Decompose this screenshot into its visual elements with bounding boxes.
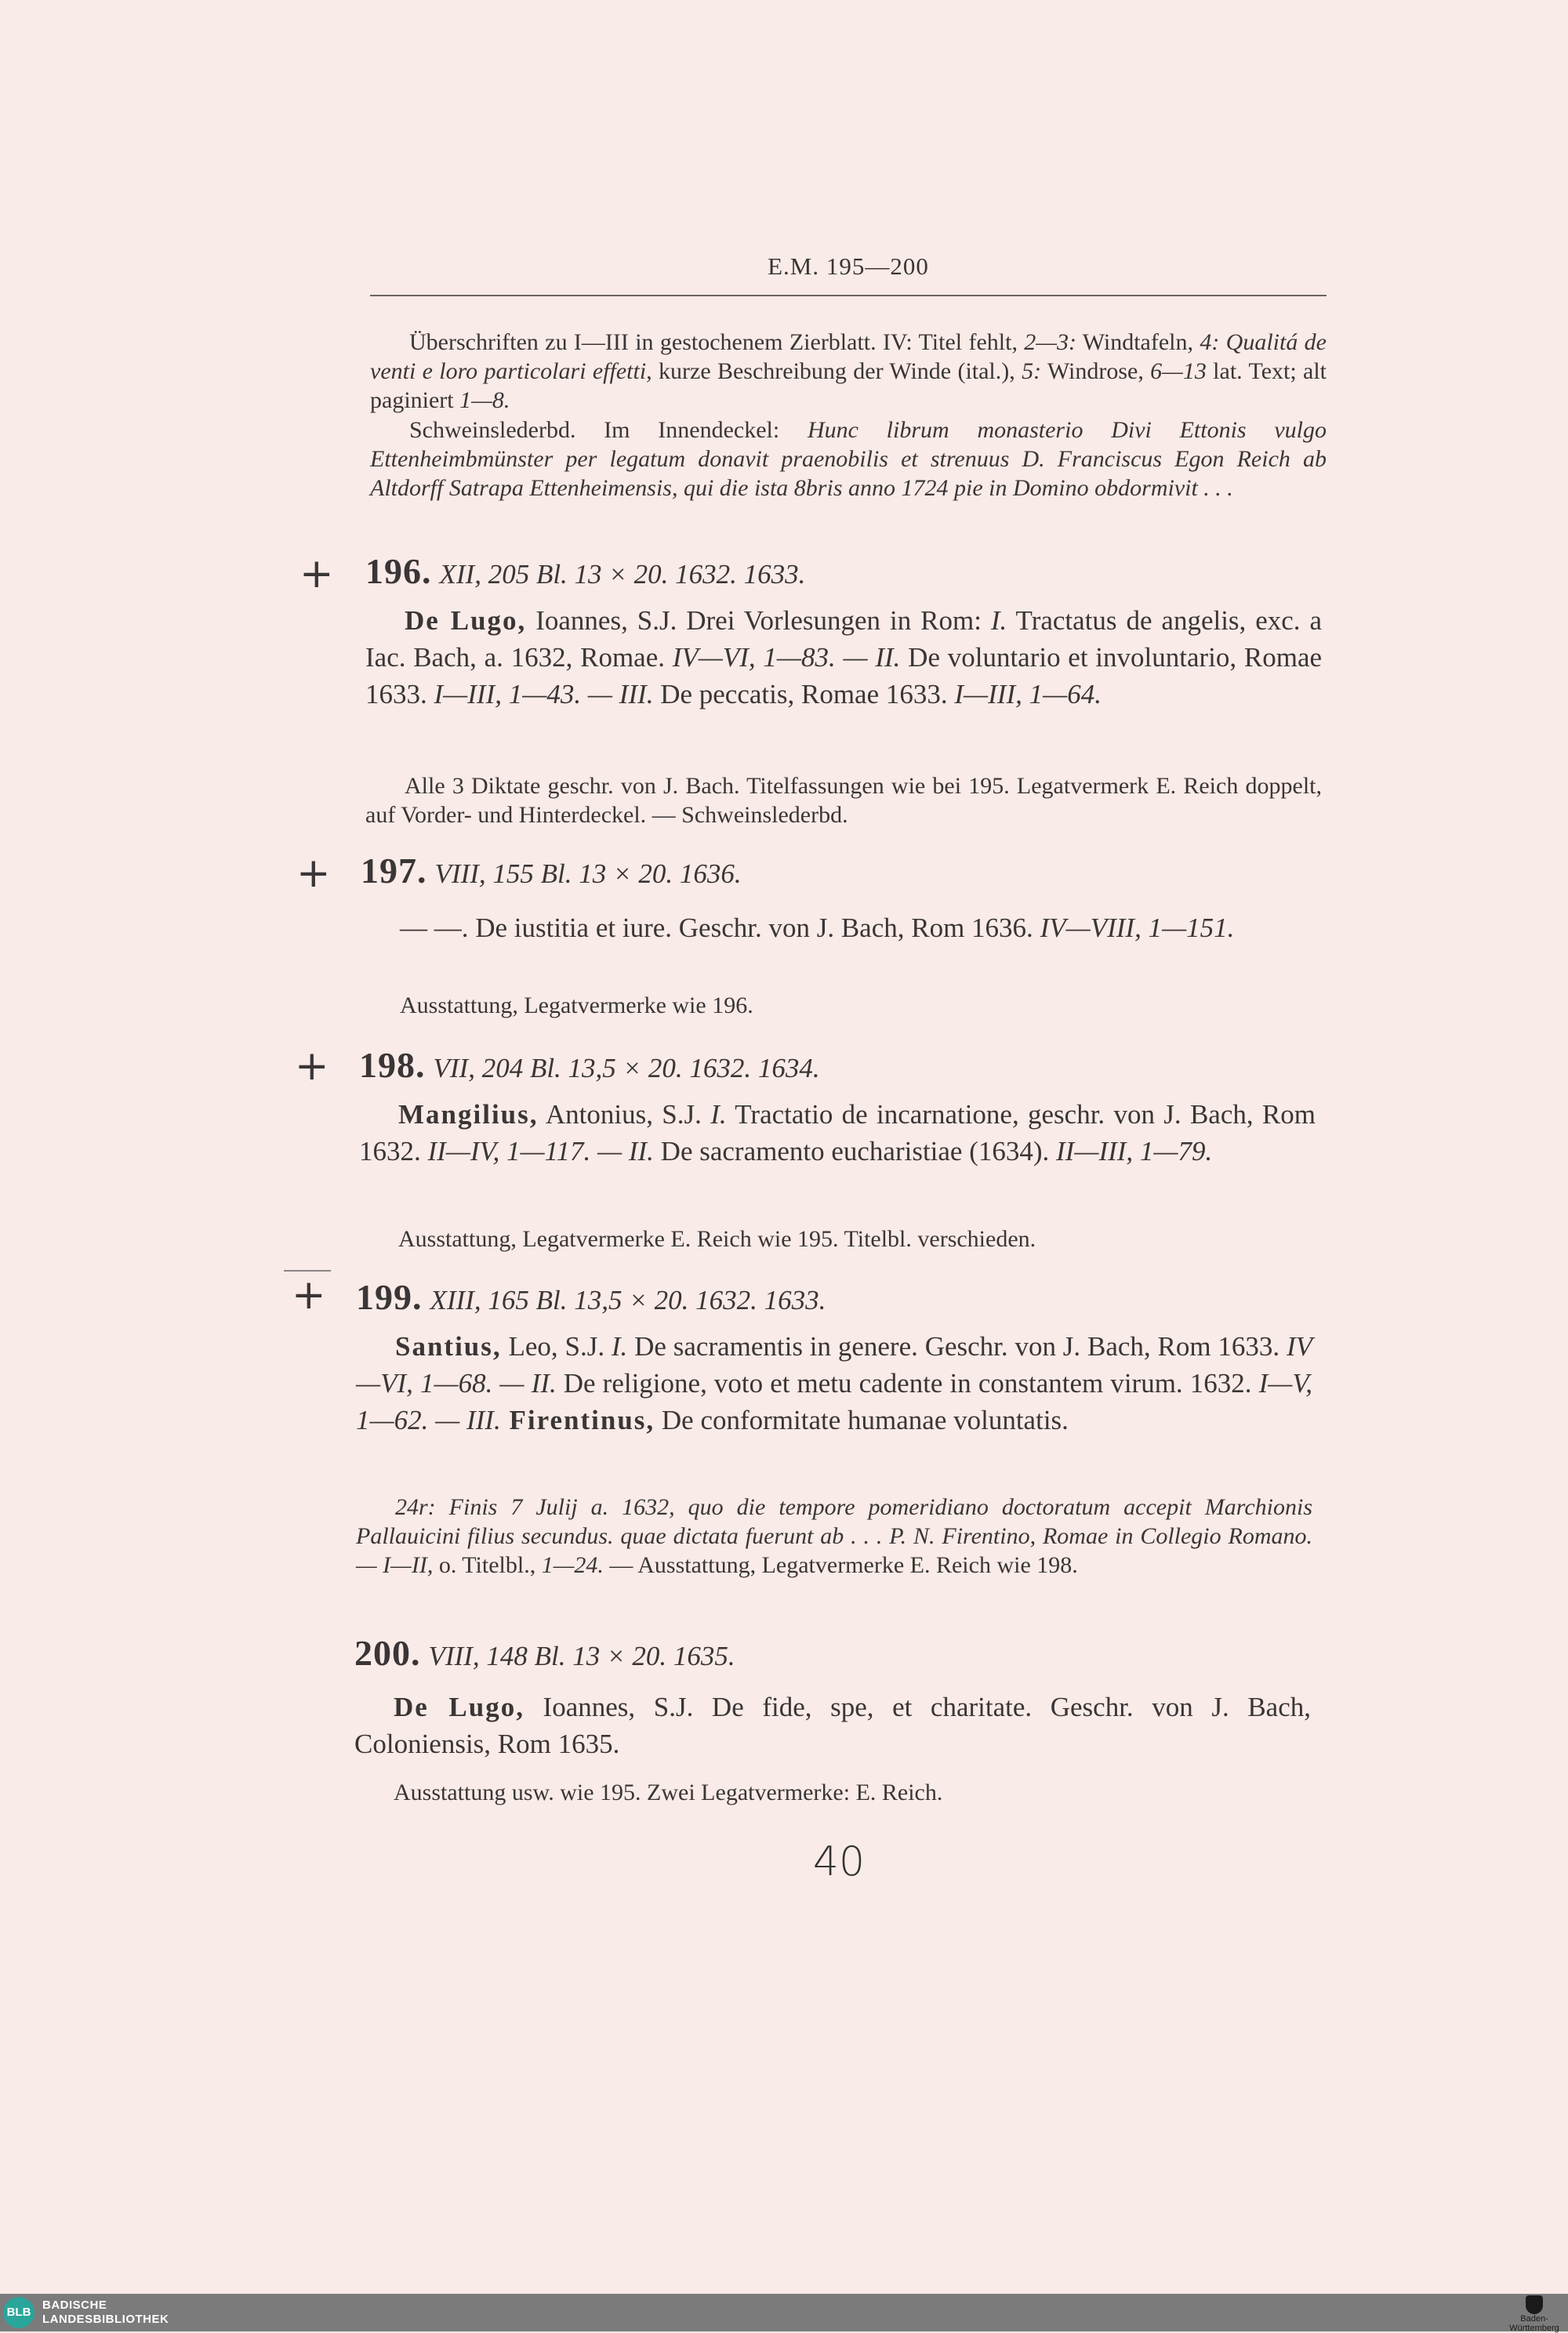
plus-mark-196: +	[299, 550, 334, 597]
entry-note-199: 24r: Finis 7 Julij a. 1632, quo die tempore pomeridiano doctoratum accepit Marchionis Pallauicini filius secundus. quae dictata fuerunt ab . . . P. N. Firentino, Romae in Collegio Romano. — I—II, o. Titelbl., 1—24. — Ausstattung, Legatvermerke E. Reich wie 198.	[356, 1494, 1312, 1578]
entry-heading-198: 198. VII, 204 Bl. 13,5 × 20. 1632. 1634.	[359, 1045, 820, 1085]
library-name[interactable]: BADISCHE LANDESBIBLIOTHEK	[42, 2299, 169, 2326]
coat-of-arms-icon	[1526, 2295, 1543, 2314]
running-header: E.M. 195—200	[768, 252, 929, 280]
entry-195-continuation: Überschriften zu I—III in gestochenem Zierblatt. IV: Titel fehlt, 2—3: Windtafeln, 4: Qualitá de venti e loro particolari effetti, kurze Beschreibung der Winde (ital.), 5: Windrose, 6—13 lat. Text; alt paginiert 1—8.	[370, 329, 1327, 413]
baden-wuerttemberg-logo[interactable]: Baden-Württemberg	[1507, 2295, 1562, 2333]
entry-heading-199: 199. XIII, 165 Bl. 13,5 × 20. 1632. 1633.	[356, 1277, 826, 1317]
entry-note-198: Ausstattung, Legatvermerke E. Reich wie 195. Titelbl. verschieden.	[398, 1226, 1036, 1252]
plus-mark-198: +	[295, 1043, 329, 1090]
entry-body-200: De Lugo, Ioannes, S.J. De fide, spe, et charitate. Geschr. von J. Bach, Coloniensis, Rom 1635.	[354, 1692, 1311, 1759]
entry-note-200: Ausstattung usw. wie 195. Zwei Legatvermerke: E. Reich.	[394, 1780, 943, 1805]
entry-195-binding-note: Schweinslederbd. Im Innendeckel: Hunc librum monasterio Divi Ettonis vulgo Ettenheimbmünster per legatum donavit praenobilis et strenuus D. Franciscus Egon Reich ab Altdorff Satrapa Ettenheimensis, qui die ista 8bris anno 1724 pie in Domino obdormivit . . .	[370, 417, 1327, 501]
blb-logo-icon[interactable]: BLB	[3, 2297, 34, 2328]
page-number: 40	[812, 1838, 866, 1885]
entry-body-199: Santius, Leo, S.J. I. De sacramentis in genere. Geschr. von J. Bach, Rom 1633. IV—VI, 1—68. — II. De religione, voto et metu cadente in constantem virum. 1632. I—V, 1—62. — III. Firentinus, De conformitate humanae voluntatis.	[356, 1331, 1312, 1435]
entry-body-196: De Lugo, Ioannes, S.J. Drei Vorlesungen in Rom: I. Tractatus de angelis, exc. a Iac. Bach, a. 1632, Romae. IV—VI, 1—83. — II. De voluntario et involuntario, Romae 1633. I—III, 1—43. — III. De peccatis, Romae 1633. I—III, 1—64.	[365, 605, 1323, 709]
entry-heading-196: 196. XII, 205 Bl. 13 × 20. 1632. 1633.	[365, 551, 806, 591]
entry-heading-197: 197. VIII, 155 Bl. 13 × 20. 1636.	[361, 851, 742, 891]
entry-body-198: Mangilius, Antonius, S.J. I. Tractatio de incarnatione, geschr. von J. Bach, Rom 1632. II—IV, 1—117. — II. De sacramento eucharistiae (1634). II—III, 1—79.	[359, 1099, 1316, 1166]
entry-heading-200: 200. VIII, 148 Bl. 13 × 20. 1635.	[354, 1633, 735, 1673]
library-footer-bar	[0, 2294, 1568, 2331]
entry-note-196: Alle 3 Diktate geschr. von J. Bach. Titelfassungen wie bei 195. Legatvermerk E. Reich doppelt, auf Vorder- und Hinterdeckel. — Schweinslederbd.	[365, 773, 1322, 828]
entry-body-197: — —. De iustitia et iure. Geschr. von J. Bach, Rom 1636. IV—VIII, 1—151.	[400, 913, 1235, 943]
plus-mark-197: +	[296, 850, 331, 897]
header-rule	[370, 295, 1327, 296]
plus-mark-199: +	[292, 1272, 326, 1319]
entry-note-197: Ausstattung, Legatvermerke wie 196.	[400, 992, 753, 1018]
